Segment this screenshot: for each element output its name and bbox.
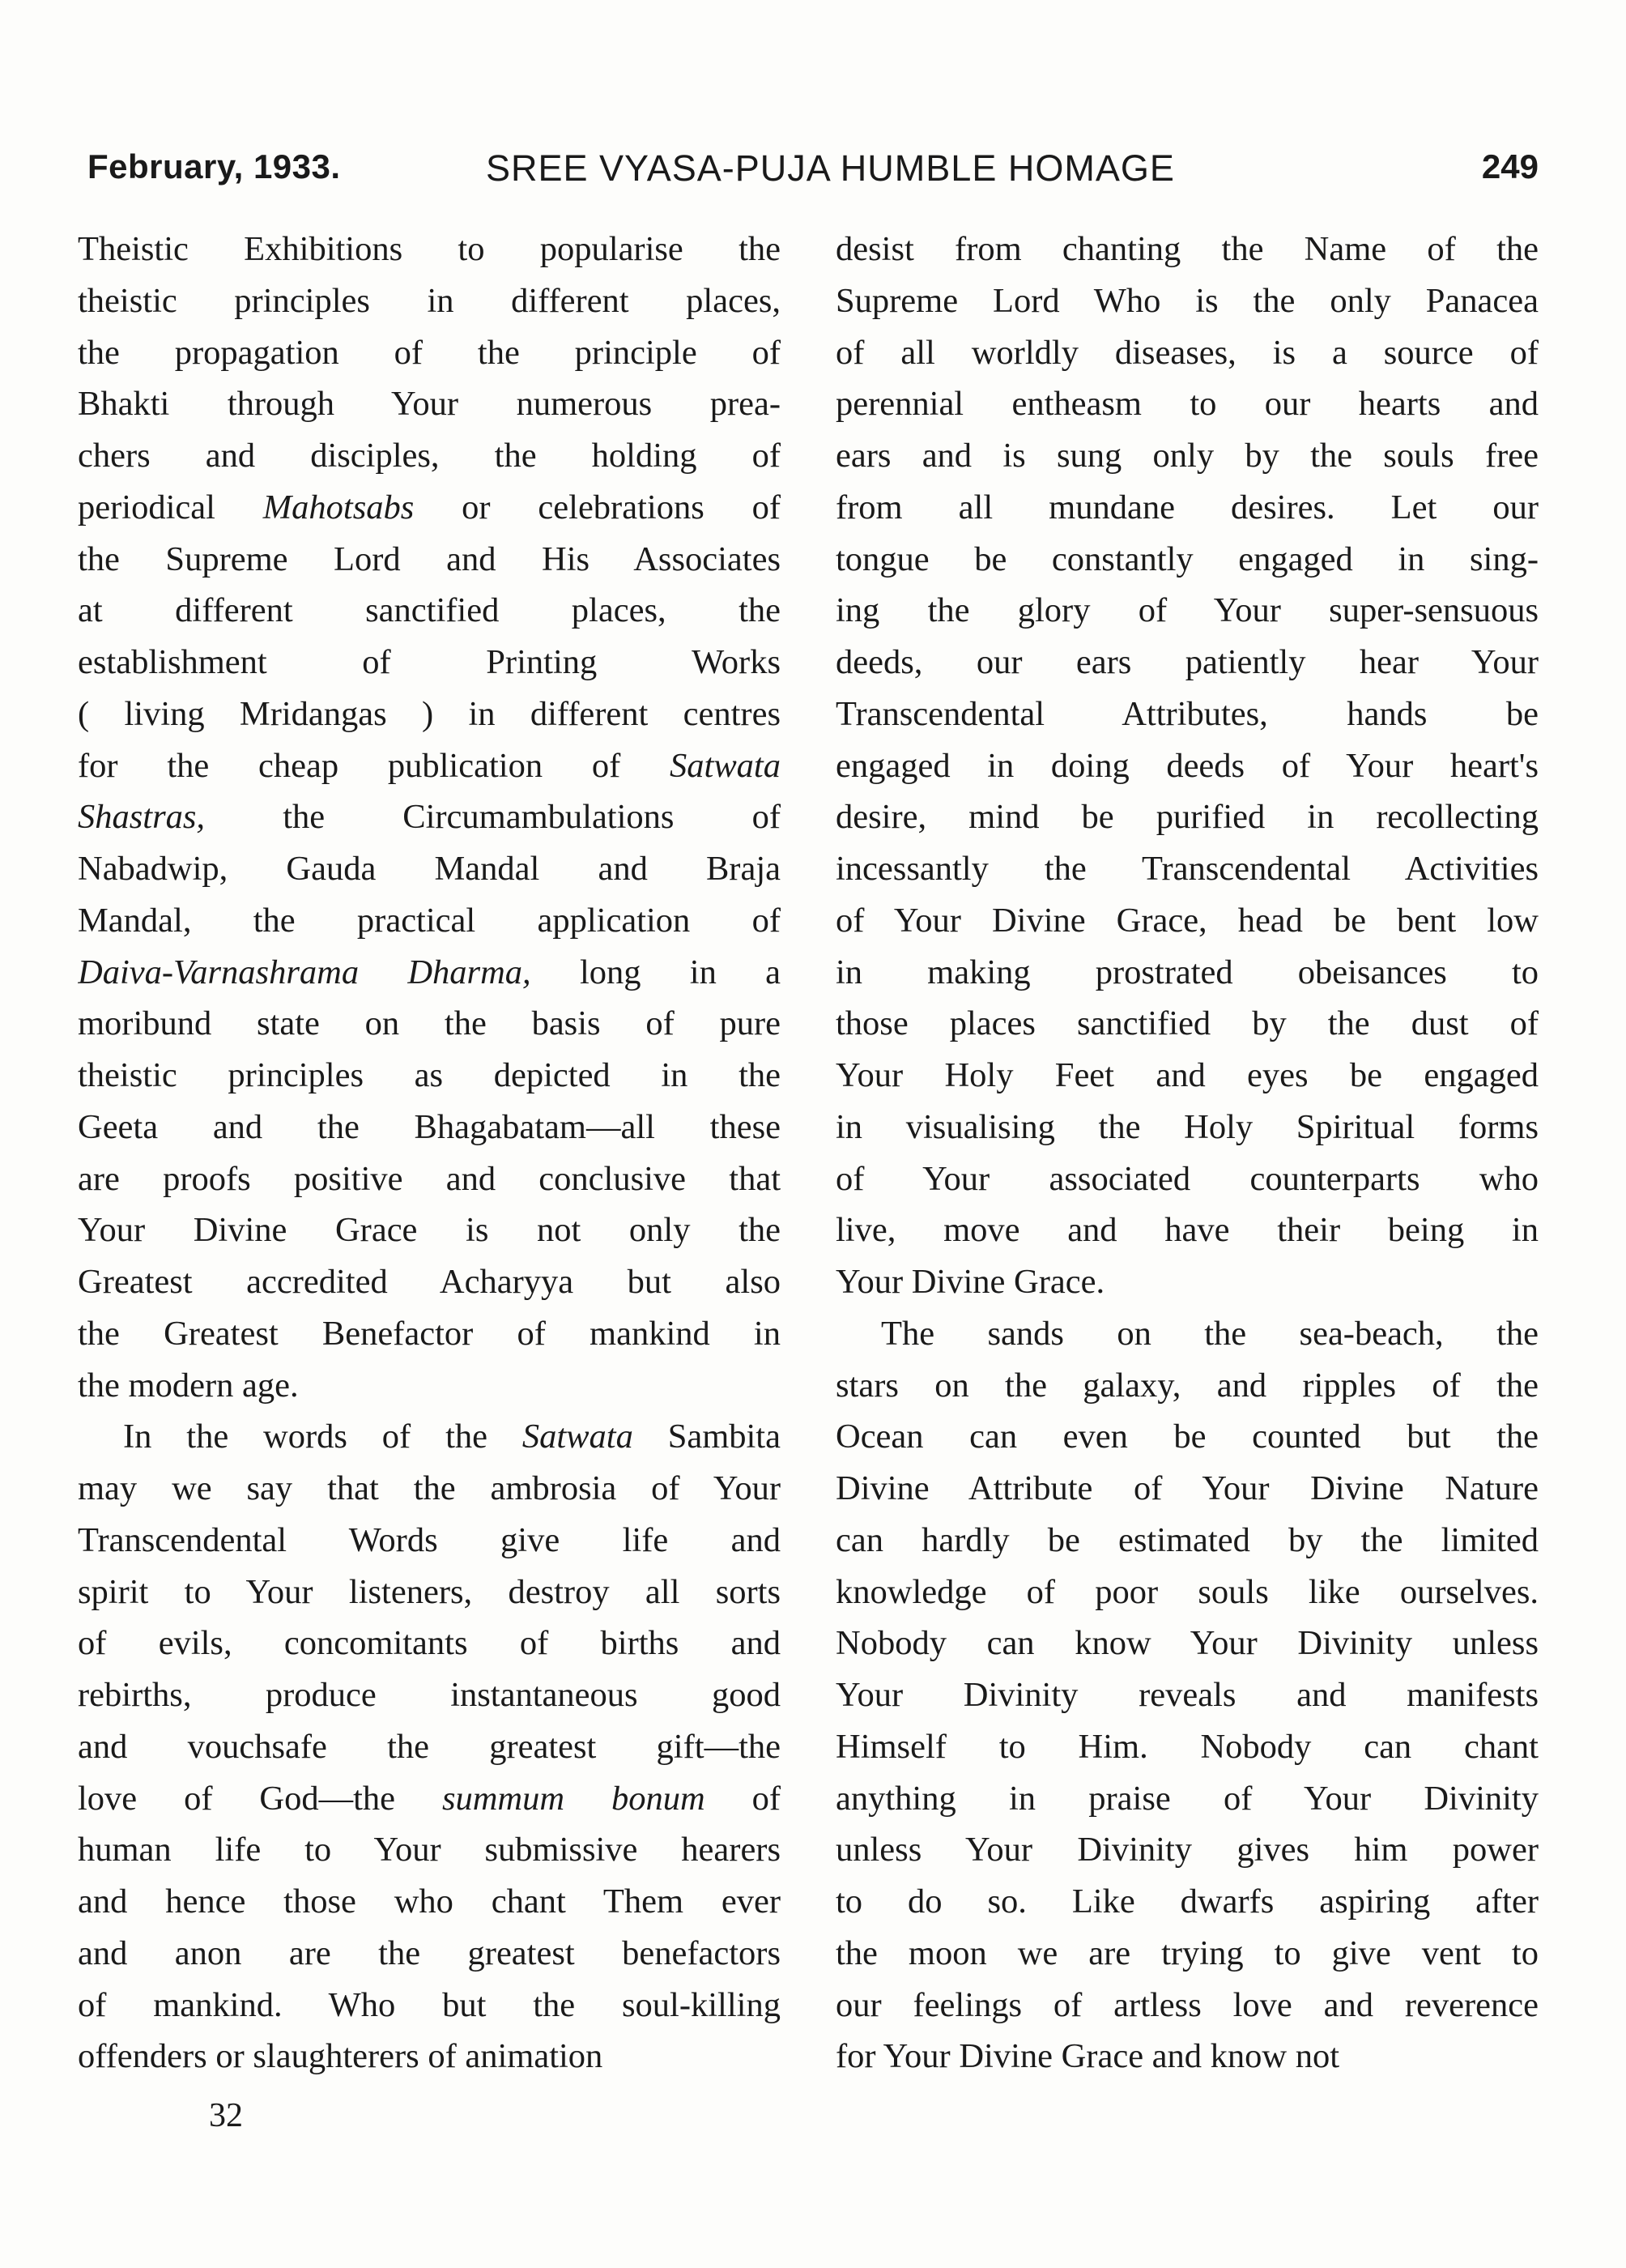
text-line: ing the glory of Your super-sensuous	[836, 591, 1539, 630]
text-line: Daiva-Varnashrama Dharma, long in a	[78, 953, 781, 991]
text-line: Bhakti through Your numerous prea-	[78, 385, 781, 424]
right-column	[836, 224, 1539, 2083]
text-line: may we say that the ambrosia of Your	[78, 1469, 781, 1507]
left-paragraph-1	[78, 224, 781, 1411]
text-line: Shastras, the Circumambulations of	[78, 798, 781, 837]
text-line: at different sanctified places, the	[78, 591, 781, 630]
text-line: those places sanctified by the dust of	[836, 1004, 1539, 1043]
text-line: of mankind. Who but the soul-killing	[78, 1985, 781, 2024]
text-line: the modern age.	[78, 1366, 299, 1405]
right-paragraph-2	[836, 1308, 1539, 2083]
text-line: periodical Mahotsabs or celebrations of	[78, 488, 781, 526]
text-line: of Your Divine Grace, head be bent low	[836, 901, 1539, 940]
text-line: from all mundane desires. Let our	[836, 488, 1539, 526]
text-line: Geeta and the Bhagabatam—all these	[78, 1107, 781, 1146]
text-line: In the words of the Satwata Sambita	[123, 1418, 781, 1456]
text-line: our feelings of artless love and reverence	[836, 1985, 1539, 2024]
text-line: Your Holy Feet and eyes be engaged	[836, 1056, 1539, 1094]
text-line: the moon we are trying to give vent to	[836, 1933, 1539, 1972]
text-line: Supreme Lord Who is the only Panacea	[836, 281, 1539, 320]
text-line: desist from chanting the Name of the	[836, 230, 1539, 268]
text-line: offenders or slaughterers of animation	[78, 2037, 603, 2076]
text-line: chers and disciples, the holding of	[78, 437, 781, 475]
text-line: spirit to Your listeners, destroy all sorts	[78, 1572, 781, 1611]
text-line: desire, mind be purified in recollecting	[836, 798, 1539, 837]
text-line: Mandal, the practical application of	[78, 901, 781, 940]
text-line: the Supreme Lord and His Associates	[78, 539, 781, 578]
text-line: ( living Mridangas ) in different centres	[78, 694, 781, 733]
text-line: and anon are the greatest benefactors	[78, 1933, 781, 1972]
text-line: deeds, our ears patiently hear Your	[836, 643, 1539, 681]
header-date: February, 1933.	[87, 147, 341, 185]
text-line: Himself to Him. Nobody can chant	[836, 1727, 1539, 1766]
text-line: theistic principles in different places,	[78, 281, 781, 320]
text-line: stars on the galaxy, and ripples of the	[836, 1366, 1539, 1405]
text-line: Your Divinity reveals and manifests	[836, 1676, 1539, 1714]
text-line: perennial entheasm to our hearts and	[836, 385, 1539, 424]
text-line: Transcendental Attributes, hands be	[836, 694, 1539, 733]
text-line: for the cheap publication of Satwata	[78, 746, 781, 785]
text-line: ears and is sung only by the souls free	[836, 437, 1539, 475]
text-line: are proofs positive and conclusive that	[78, 1159, 781, 1198]
text-line: in making prostrated obeisances to	[836, 953, 1539, 991]
text-line: engaged in doing deeds of Your heart's	[836, 746, 1539, 785]
text-line: Ocean can even be counted but the	[836, 1418, 1539, 1456]
text-line: of evils, concomitants of births and	[78, 1624, 781, 1663]
text-line: knowledge of poor souls like ourselves.	[836, 1572, 1539, 1611]
text-line: love of God—the summum bonum of	[78, 1779, 781, 1818]
text-line: the propagation of the principle of	[78, 333, 781, 372]
text-line: Nabadwip, Gauda Mandal and Braja	[78, 850, 781, 888]
page-number: 249	[1481, 147, 1539, 185]
text-line: Nobody can know Your Divinity unless	[836, 1624, 1539, 1663]
text-line: the Greatest Benefactor of mankind in	[78, 1314, 781, 1353]
left-column	[78, 224, 781, 2083]
text-line: of Your associated counterparts who	[836, 1159, 1539, 1198]
running-header	[81, 147, 1539, 196]
text-line: Theistic Exhibitions to popularise the	[78, 230, 781, 268]
right-paragraph-1	[836, 224, 1539, 1308]
text-line: moribund state on the basis of pure	[78, 1004, 781, 1043]
text-line: unless Your Divinity gives him power	[836, 1831, 1539, 1869]
text-line: can hardly be estimated by the limited	[836, 1520, 1539, 1559]
text-line: rebirths, produce instantaneous good	[78, 1676, 781, 1714]
text-line: anything in praise of Your Divinity	[836, 1779, 1539, 1818]
text-line: of all worldly diseases, is a source of	[836, 333, 1539, 372]
text-line: The sands on the sea-beach, the	[881, 1314, 1539, 1353]
text-line: Divine Attribute of Your Divine Nature	[836, 1469, 1539, 1507]
text-line: and vouchsafe the greatest gift—the	[78, 1727, 781, 1766]
text-line: incessantly the Transcendental Activities	[836, 850, 1539, 888]
text-line: to do so. Like dwarfs aspiring after	[836, 1882, 1539, 1921]
text-line: tongue be constantly engaged in sing-	[836, 539, 1539, 578]
header-title: SREE VYASA-PUJA HUMBLE HOMAGE	[486, 147, 1175, 189]
text-line: Greatest accredited Acharyya but also	[78, 1263, 781, 1301]
text-line: human life to Your submissive hearers	[78, 1831, 781, 1869]
text-line: theistic principles as depicted in the	[78, 1056, 781, 1094]
signature-mark: 32	[209, 2097, 243, 2134]
text-line: and hence those who chant Them ever	[78, 1882, 781, 1921]
text-line: establishment of Printing Works	[78, 643, 781, 681]
text-line: live, move and have their being in	[836, 1211, 1539, 1250]
text-line: in visualising the Holy Spiritual forms	[836, 1107, 1539, 1146]
text-line: Your Divine Grace.	[836, 1263, 1105, 1301]
left-paragraph-2	[78, 1411, 781, 2083]
text-line: Transcendental Words give life and	[78, 1520, 781, 1559]
text-line: Your Divine Grace is not only the	[78, 1211, 781, 1250]
text-line: for Your Divine Grace and know not	[836, 2037, 1340, 2076]
